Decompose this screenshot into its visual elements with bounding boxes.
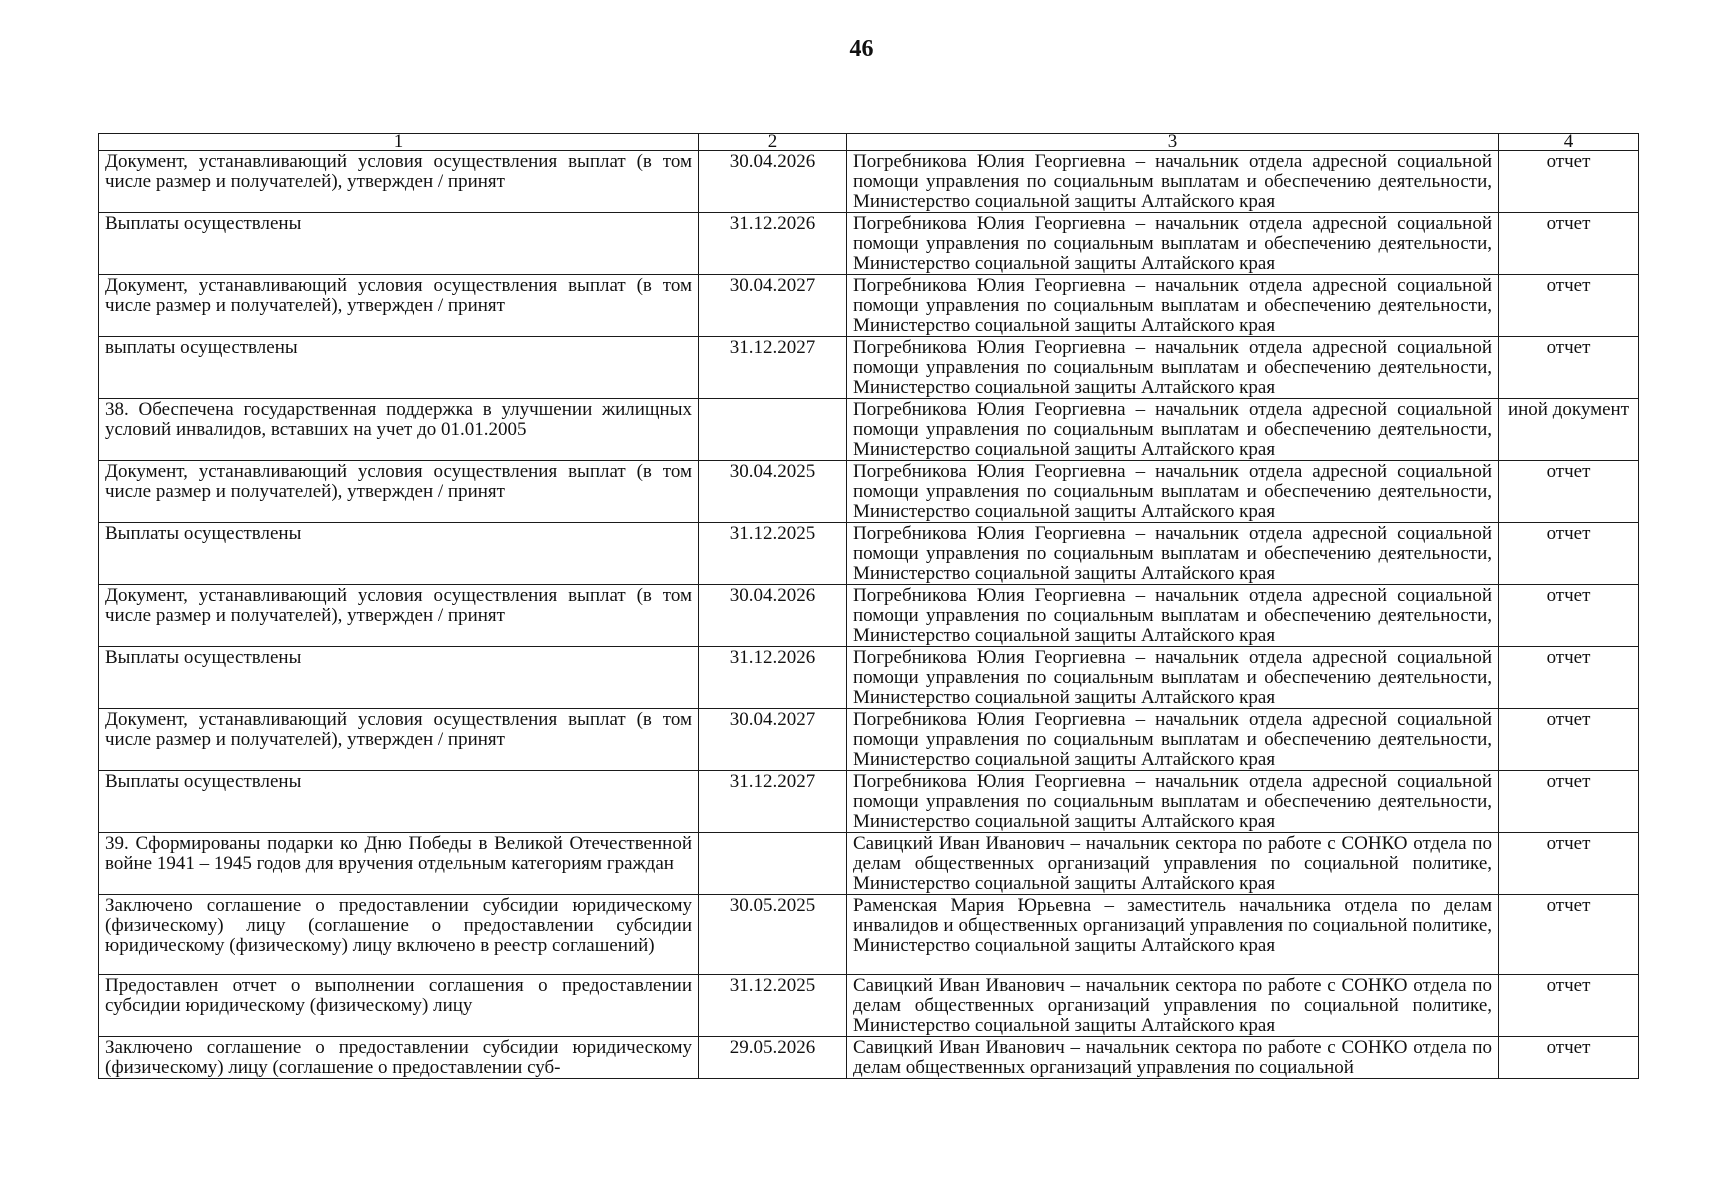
date-cell: 30.04.2027 bbox=[699, 709, 847, 771]
responsible-cell: Погребникова Юлия Георгиевна – начальник отдела адресной социальной помощи управления по социальным выплатам и обеспечению деятельности, Министерство социальной защиты Алтайского края bbox=[847, 771, 1499, 833]
document-type-cell: отчет bbox=[1499, 709, 1639, 771]
column-header-3: 3 bbox=[847, 134, 1499, 151]
table-row bbox=[99, 337, 1639, 399]
date-cell: 30.05.2025 bbox=[699, 895, 847, 975]
column-header-1: 1 bbox=[99, 134, 699, 151]
date-cell: 31.12.2026 bbox=[699, 213, 847, 275]
table-row bbox=[99, 399, 1639, 461]
document-type-cell: отчет bbox=[1499, 523, 1639, 585]
table-row bbox=[99, 709, 1639, 771]
event-cell: 39. Сформированы подарки ко Дню Победы в Великой Отечественной войне 1941 – 1945 годов для вручения отдельным категориям граждан bbox=[99, 833, 699, 895]
date-cell bbox=[699, 399, 847, 461]
date-cell: 30.04.2026 bbox=[699, 151, 847, 213]
table-row bbox=[99, 1037, 1639, 1079]
date-cell: 30.04.2027 bbox=[699, 275, 847, 337]
table-row bbox=[99, 275, 1639, 337]
page-number: 46 bbox=[849, 36, 874, 62]
event-cell: Заключено соглашение о предоставлении субсидии юридическому (физическому) лицу (соглашение о предоставлении субсидии юридическому (физическому) лицу включено в реестр соглашений) bbox=[99, 895, 699, 975]
document-type-cell: отчет bbox=[1499, 275, 1639, 337]
responsible-cell: Погребникова Юлия Георгиевна – начальник отдела адресной социальной помощи управления по социальным выплатам и обеспечению деятельности, Министерство социальной защиты Алтайского края bbox=[847, 399, 1499, 461]
document-type-cell: отчет bbox=[1499, 833, 1639, 895]
table-row bbox=[99, 833, 1639, 895]
table-row bbox=[99, 585, 1639, 647]
document-type-cell: отчет bbox=[1499, 337, 1639, 399]
event-cell: Выплаты осуществлены bbox=[99, 647, 699, 709]
date-cell: 31.12.2025 bbox=[699, 975, 847, 1037]
document-type-cell: отчет bbox=[1499, 771, 1639, 833]
responsible-cell: Савицкий Иван Иванович – начальник сектора по работе с СОНКО отдела по делам общественных организаций управления по социальной политике, Министерство социальной защиты Алтайского края bbox=[847, 833, 1499, 895]
date-cell: 31.12.2025 bbox=[699, 523, 847, 585]
table-row bbox=[99, 975, 1639, 1037]
responsible-cell: Погребникова Юлия Георгиевна – начальник отдела адресной социальной помощи управления по социальным выплатам и обеспечению деятельности, Министерство социальной защиты Алтайского края bbox=[847, 213, 1499, 275]
column-header-2: 2 bbox=[699, 134, 847, 151]
responsible-cell: Раменская Мария Юрьевна – заместитель начальника отдела по делам инвалидов и общественных организаций управления по социальной политике, Министерство социальной защиты Алтайского края bbox=[847, 895, 1499, 975]
event-cell: Документ, устанавливающий условия осуществления выплат (в том числе размер и получателей), утвержден / принят bbox=[99, 709, 699, 771]
column-header-4: 4 bbox=[1499, 134, 1639, 151]
document-type-cell: отчет bbox=[1499, 1037, 1639, 1079]
date-cell: 31.12.2027 bbox=[699, 337, 847, 399]
document-type-cell: отчет bbox=[1499, 647, 1639, 709]
responsible-cell: Погребникова Юлия Георгиевна – начальник отдела адресной социальной помощи управления по социальным выплатам и обеспечению деятельности, Министерство социальной защиты Алтайского края bbox=[847, 709, 1499, 771]
document-type-cell: отчет bbox=[1499, 461, 1639, 523]
date-cell: 30.04.2025 bbox=[699, 461, 847, 523]
document-type-cell: иной документ bbox=[1499, 399, 1639, 461]
table-row bbox=[99, 461, 1639, 523]
table-row bbox=[99, 647, 1639, 709]
responsible-cell: Погребникова Юлия Георгиевна – начальник отдела адресной социальной помощи управления по социальным выплатам и обеспечению деятельности, Министерство социальной защиты Алтайского края bbox=[847, 275, 1499, 337]
event-cell: 38. Обеспечена государственная поддержка в улучшении жилищных условий инвалидов, вставших на учет до 01.01.2005 bbox=[99, 399, 699, 461]
event-cell: выплаты осуществлены bbox=[99, 337, 699, 399]
table-row bbox=[99, 771, 1639, 833]
event-cell: Заключено соглашение о предоставлении субсидии юридическому (физическому) лицу (соглашение о предоставлении суб- bbox=[99, 1037, 699, 1079]
responsible-cell: Погребникова Юлия Георгиевна – начальник отдела адресной социальной помощи управления по социальным выплатам и обеспечению деятельности, Министерство социальной защиты Алтайского края bbox=[847, 523, 1499, 585]
responsible-cell: Погребникова Юлия Георгиевна – начальник отдела адресной социальной помощи управления по социальным выплатам и обеспечению деятельности, Министерство социальной защиты Алтайского края bbox=[847, 337, 1499, 399]
event-cell: Выплаты осуществлены bbox=[99, 771, 699, 833]
responsible-cell: Погребникова Юлия Георгиевна – начальник отдела адресной социальной помощи управления по социальным выплатам и обеспечению деятельности, Министерство социальной защиты Алтайского края bbox=[847, 585, 1499, 647]
responsible-cell: Погребникова Юлия Георгиевна – начальник отдела адресной социальной помощи управления по социальным выплатам и обеспечению деятельности, Министерство социальной защиты Алтайского края bbox=[847, 151, 1499, 213]
date-cell: 31.12.2027 bbox=[699, 771, 847, 833]
date-cell: 29.05.2026 bbox=[699, 1037, 847, 1079]
document-type-cell: отчет bbox=[1499, 151, 1639, 213]
event-cell: Выплаты осуществлены bbox=[99, 213, 699, 275]
event-cell: Документ, устанавливающий условия осуществления выплат (в том числе размер и получателей), утвержден / принят bbox=[99, 585, 699, 647]
table-row bbox=[99, 895, 1639, 975]
responsible-cell: Савицкий Иван Иванович – начальник сектора по работе с СОНКО отдела по делам общественных организаций управления по социальной bbox=[847, 1037, 1499, 1079]
event-cell: Документ, устанавливающий условия осуществления выплат (в том числе размер и получателей), утвержден / принят bbox=[99, 461, 699, 523]
date-cell: 30.04.2026 bbox=[699, 585, 847, 647]
document-type-cell: отчет bbox=[1499, 895, 1639, 975]
responsible-cell: Погребникова Юлия Георгиевна – начальник отдела адресной социальной помощи управления по социальным выплатам и обеспечению деятельности, Министерство социальной защиты Алтайского края bbox=[847, 461, 1499, 523]
event-cell: Предоставлен отчет о выполнении соглашения о предоставлении субсидии юридическому (физическому) лицу bbox=[99, 975, 699, 1037]
document-type-cell: отчет bbox=[1499, 585, 1639, 647]
document-type-cell: отчет bbox=[1499, 975, 1639, 1037]
table-row bbox=[99, 213, 1639, 275]
date-cell: 31.12.2026 bbox=[699, 647, 847, 709]
event-cell: Документ, устанавливающий условия осуществления выплат (в том числе размер и получателей), утвержден / принят bbox=[99, 275, 699, 337]
activities-table bbox=[98, 133, 1639, 1079]
table-row bbox=[99, 523, 1639, 585]
document-type-cell: отчет bbox=[1499, 213, 1639, 275]
table-row bbox=[99, 151, 1639, 213]
event-cell: Выплаты осуществлены bbox=[99, 523, 699, 585]
table-header-row bbox=[99, 134, 1639, 151]
responsible-cell: Савицкий Иван Иванович – начальник сектора по работе с СОНКО отдела по делам общественных организаций управления по социальной политике, Министерство социальной защиты Алтайского края bbox=[847, 975, 1499, 1037]
event-cell: Документ, устанавливающий условия осуществления выплат (в том числе размер и получателей), утвержден / принят bbox=[99, 151, 699, 213]
responsible-cell: Погребникова Юлия Георгиевна – начальник отдела адресной социальной помощи управления по социальным выплатам и обеспечению деятельности, Министерство социальной защиты Алтайского края bbox=[847, 647, 1499, 709]
date-cell bbox=[699, 833, 847, 895]
